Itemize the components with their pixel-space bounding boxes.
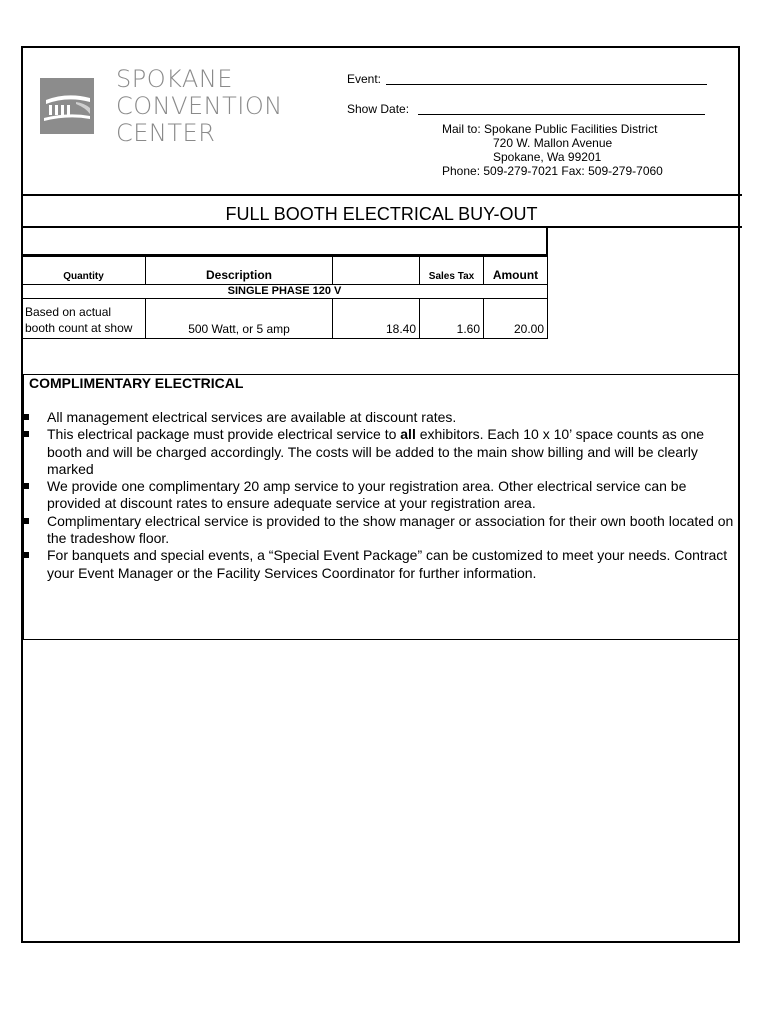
quantity-line-1: Based on actual (25, 305, 112, 319)
complimentary-list (22, 409, 736, 582)
bullet-text-3: We provide one complimentary 20 amp service to your registration area. Other electrical service can be provided at discount rates to ensure adequate service at your registration area. (47, 478, 687, 512)
mail-line-4: Phone: 509-279-7021 Fax: 509-279-7060 (442, 164, 663, 178)
description-header: Description (146, 257, 333, 285)
mail-to-address (442, 122, 663, 178)
list-item (22, 547, 736, 582)
event-label: Event: (347, 72, 382, 86)
logo-line-2: CONVENTION (116, 92, 283, 120)
blank-row (21, 228, 548, 256)
bullet-icon (24, 414, 29, 420)
bullet-text-1: All management electrical services are available at discount rates. (47, 409, 457, 425)
list-item (22, 426, 736, 478)
bullet-text-2-bold: all (400, 426, 416, 443)
mail-line-2: 720 W. Mallon Avenue (493, 136, 613, 150)
show-date-field[interactable] (418, 114, 705, 115)
bullet-text-4: Complimentary electrical service is provided to the show manager or association for their own booth located on the tradeshow floor. (47, 512, 734, 547)
amount-header: Amount (484, 257, 548, 285)
amount-cell: 20.00 (484, 299, 548, 339)
pricing-table (21, 256, 548, 339)
complimentary-title: COMPLIMENTARY ELECTRICAL (29, 375, 244, 391)
logo-line-1: SPOKANE (116, 65, 233, 93)
sales-tax-header: Sales Tax (420, 257, 484, 285)
bullet-icon (24, 483, 29, 489)
bullet-icon (24, 552, 29, 558)
table-header-row (22, 257, 548, 285)
quantity-cell (22, 299, 146, 339)
list-item (22, 409, 736, 426)
logo-line-3: CENTER (116, 119, 216, 147)
quantity-line-2: booth count at show (25, 321, 133, 335)
list-item (22, 478, 736, 513)
blank-header (333, 257, 420, 285)
price-cell: 18.40 (333, 299, 420, 339)
mail-line-3: Spokane, Wa 99201 (493, 150, 602, 164)
event-field[interactable] (386, 84, 707, 85)
bullet-text-2-post: exhibitors. Each 10 x 10’ space counts as one booth and will be charged accordingly. The costs will be added to the main show billing and will be clearly marked (47, 426, 705, 477)
convention-center-building-icon (40, 78, 94, 134)
bullet-text-5: For banquets and special events, a “Special Event Package” can be customized to meet your needs. Contract your Event Manager or the Facility Services Coordinator for further information. (47, 547, 728, 581)
logo-wordmark (116, 66, 283, 147)
bullet-icon (24, 431, 29, 437)
bullet-text-2-pre: This electrical package must provide electrical service to (47, 426, 401, 443)
description-cell: 500 Watt, or 5 amp (146, 299, 333, 339)
quantity-header: Quantity (22, 257, 146, 285)
page-title: FULL BOOTH ELECTRICAL BUY-OUT (21, 196, 742, 228)
show-date-label: Show Date: (347, 102, 410, 116)
mail-line-1: Mail to: Spokane Public Facilities District (442, 122, 658, 136)
phase-row (22, 285, 548, 299)
sales-tax-cell: 1.60 (420, 299, 484, 339)
table-row (22, 299, 548, 339)
bullet-icon (24, 518, 29, 524)
list-item (22, 513, 736, 548)
phase-label: SINGLE PHASE 120 V (22, 285, 548, 299)
